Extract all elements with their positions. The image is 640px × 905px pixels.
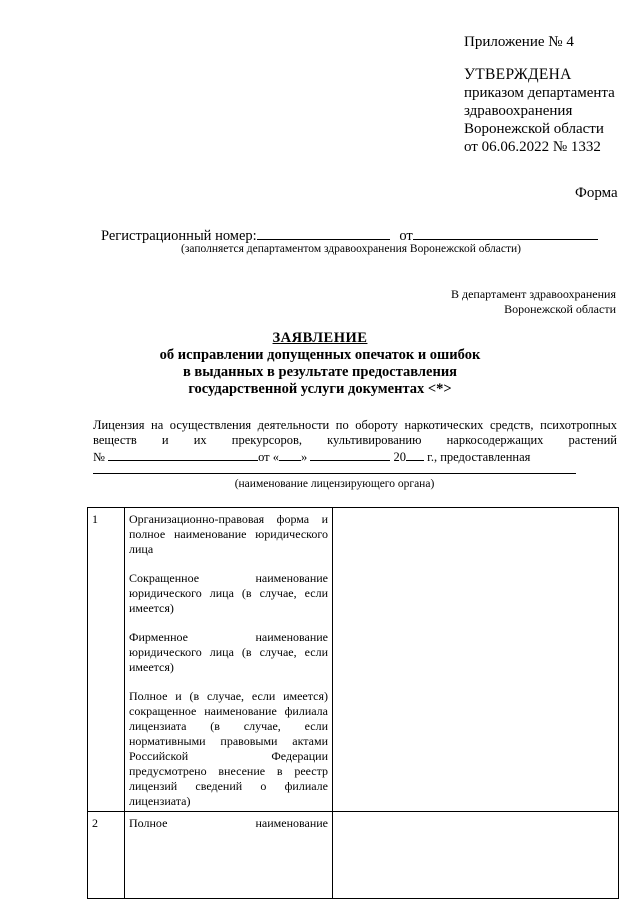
licensing-organ-note: (наименование лицензирующего органа) <box>234 478 435 490</box>
row-label-cell <box>125 508 333 812</box>
row-number: 1 <box>88 508 125 812</box>
recipient-block <box>451 287 616 317</box>
field-label: Организационно-правовая форма и полное наименование юридического лица <box>129 512 328 556</box>
license-year-field[interactable] <box>406 448 424 461</box>
license-year-prefix: 20 <box>393 450 406 464</box>
license-day-field[interactable] <box>279 448 301 461</box>
approved-line: приказом департамента <box>464 85 615 101</box>
approval-stamp <box>464 66 634 156</box>
license-line: Лицензия на осуществления деятельности по обороту наркотических средств, психотропных <box>93 418 617 432</box>
row-value-cell[interactable] <box>333 508 619 812</box>
license-number-line <box>93 448 530 465</box>
table-row <box>88 812 619 899</box>
row-value-cell[interactable] <box>333 812 619 899</box>
field-label: Фирменное наименование юридического лица (в случае, если имеется) <box>129 630 328 674</box>
annex-number: Приложение № 4 <box>464 34 574 50</box>
license-line: веществ и их прекурсоров, культивированию наркосодержащих растений <box>93 433 617 447</box>
form-label: Форма <box>575 185 618 201</box>
title-line: в выданных в результате предоставления <box>182 364 458 380</box>
field-label: Полное наименование <box>129 816 328 830</box>
approved-line: Воронежской области <box>464 121 604 137</box>
approved-line: от 06.06.2022 № 1332 <box>464 139 601 155</box>
license-from-label: от « <box>258 450 279 464</box>
license-month-field[interactable] <box>310 448 390 461</box>
registration-from-label: от <box>399 228 413 244</box>
title-line: государственной услуги документах <*> <box>188 381 452 397</box>
license-year-suffix: г., предоставленная <box>427 450 531 464</box>
title-main: ЗАЯВЛЕНИЕ <box>272 330 368 346</box>
license-quote-close: » <box>301 450 308 464</box>
field-label: Сокращенное наименование юридического лица (в случае, если имеется) <box>129 571 328 615</box>
registration-label: Регистрационный номер: <box>101 228 257 244</box>
row-label-cell <box>125 812 333 899</box>
approved-line: здравоохранения <box>464 103 573 119</box>
recipient-line: Воронежской области <box>504 302 616 316</box>
license-no-label: № <box>93 450 105 464</box>
field-label: Полное и (в случае, если имеется) сокращенное наименование филиала лицензиата (в случае, если нормативными правовыми актами Российской Федерации предусмотрено внесение в реестр лицензий сведений о филиале лицензиата) <box>129 689 328 808</box>
registration-note: (заполняется департаментом здравоохранения Воронежской области) <box>181 243 521 255</box>
application-table <box>87 507 619 899</box>
license-number-field[interactable] <box>108 448 258 461</box>
title-line: об исправлении допущенных опечаток и ошибок <box>159 347 481 363</box>
registration-number-field[interactable] <box>257 227 390 240</box>
table-row <box>88 508 619 812</box>
document-title <box>0 330 640 398</box>
approved-heading: УТВЕРЖДЕНА <box>464 66 572 83</box>
row-number: 2 <box>88 812 125 899</box>
license-paragraph <box>93 418 617 448</box>
registration-date-field[interactable] <box>413 227 598 240</box>
licensing-organ-field[interactable] <box>93 473 576 474</box>
recipient-line: В департамент здравоохранения <box>450 287 616 301</box>
